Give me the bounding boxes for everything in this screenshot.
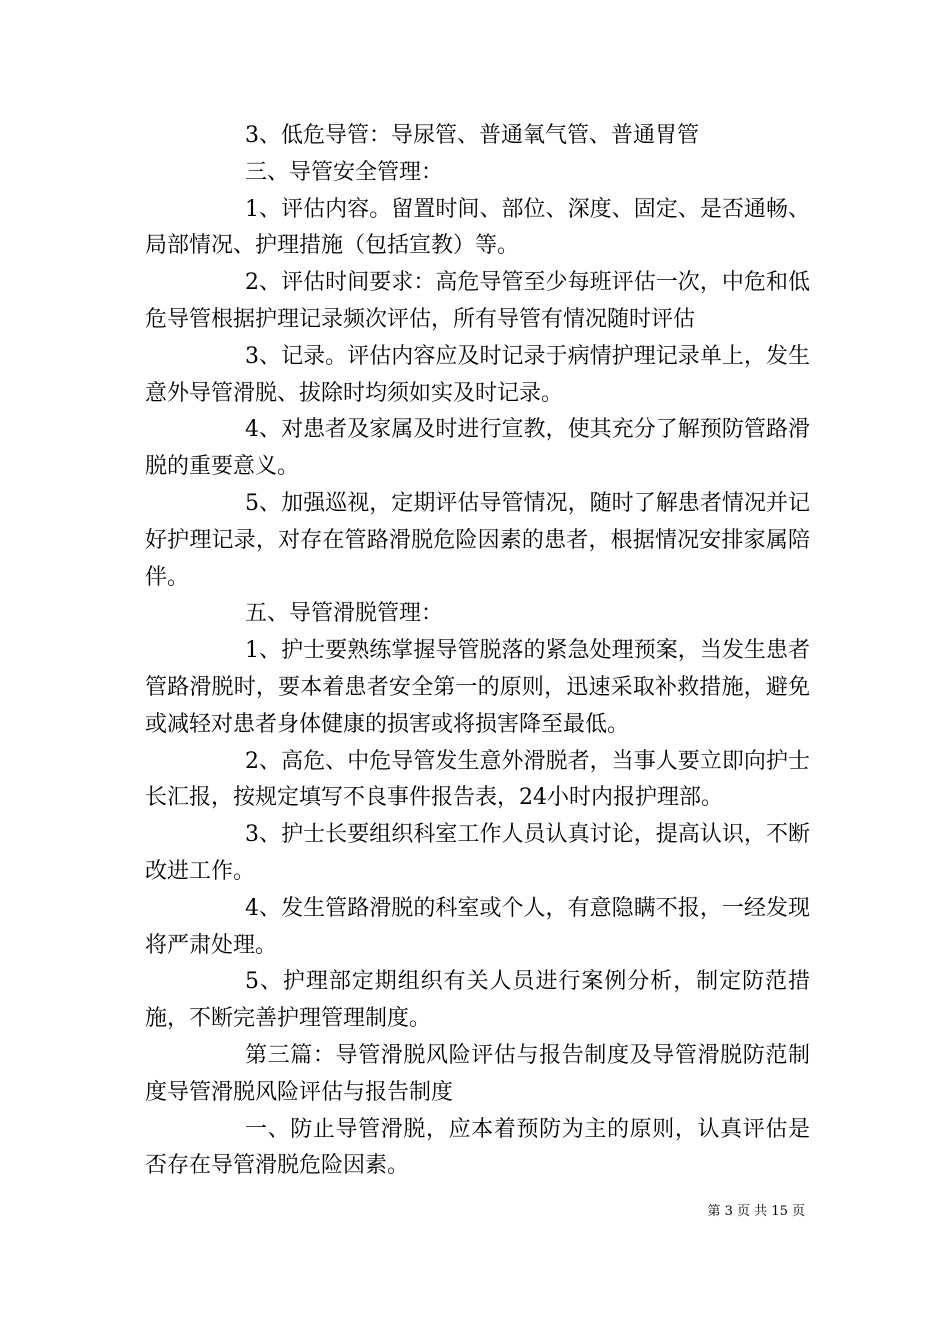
paragraph-emergency-plan: 1、护士要熟练掌握导管脱落的紧急处理预案，当发生患者管路滑脱时，要本着患者安全第一的原则，迅速采取补救措施，避免或减轻对患者身体健康的损害或将损害降至最低。 [145, 638, 810, 737]
paragraph-patrol: 5、加强巡视，定期评估导管情况，随时了解患者情况并记好护理记录，对存在管路滑脱危险因素的患者，根据情况安排家属陪伴。 [145, 490, 810, 590]
paragraph-prevention: 一、防止导管滑脱，应本着预防为主的原则，认真评估是否存在导管滑脱危险因素。 [145, 1116, 810, 1179]
document-body [145, 118, 810, 1185]
paragraph-education: 4、对患者及家属及时进行宣教，使其充分了解预防管路滑脱的重要意义。 [145, 417, 810, 480]
page-number-footer: 第 3 页 共 15 页 [707, 1204, 805, 1219]
paragraph-low-risk-tubes: 3、低危导管：导尿管、普通氧气管、普通胃管 [245, 123, 699, 148]
paragraph-concealment: 4、发生管路滑脱的科室或个人，有意隐瞒不报，一经发现将严肃处理。 [145, 895, 810, 958]
paragraph-discussion: 3、护士长要组织科室工作人员认真讨论，提高认识，不断改进工作。 [145, 822, 810, 884]
section-heading-tube-safety: 三、导管安全管理： [245, 159, 444, 185]
section-heading-slip-management: 五、导管滑脱管理： [245, 601, 444, 627]
paragraph-case-analysis: 5、护理部定期组织有关人员进行案例分析，制定防范措施，不断完善护理管理制度。 [145, 969, 810, 1032]
paragraph-records: 3、记录。评估内容应及时记录于病情护理记录单上，发生意外导管滑脱、拔除时均须如实及时记录。 [145, 343, 810, 406]
chapter-heading-third: 第三篇：导管滑脱风险评估与报告制度及导管滑脱防范制度导管滑脱风险评估与报告制度 [145, 1042, 810, 1105]
paragraph-report: 2、高危、中危导管发生意外滑脱者，当事人要立即向护士长汇报，按规定填写不良事件报告表，24小时内报护理部。 [145, 748, 810, 811]
paragraph-assessment-time: 2、评估时间要求：高危导管至少每班评估一次，中危和低危导管根据护理记录频次评估，所有导管有情况随时评估 [145, 270, 810, 332]
paragraph-assessment-content: 1、评估内容。留置时间、部位、深度、固定、是否通畅、局部情况、护理措施（包括宣教）等。 [145, 196, 810, 259]
